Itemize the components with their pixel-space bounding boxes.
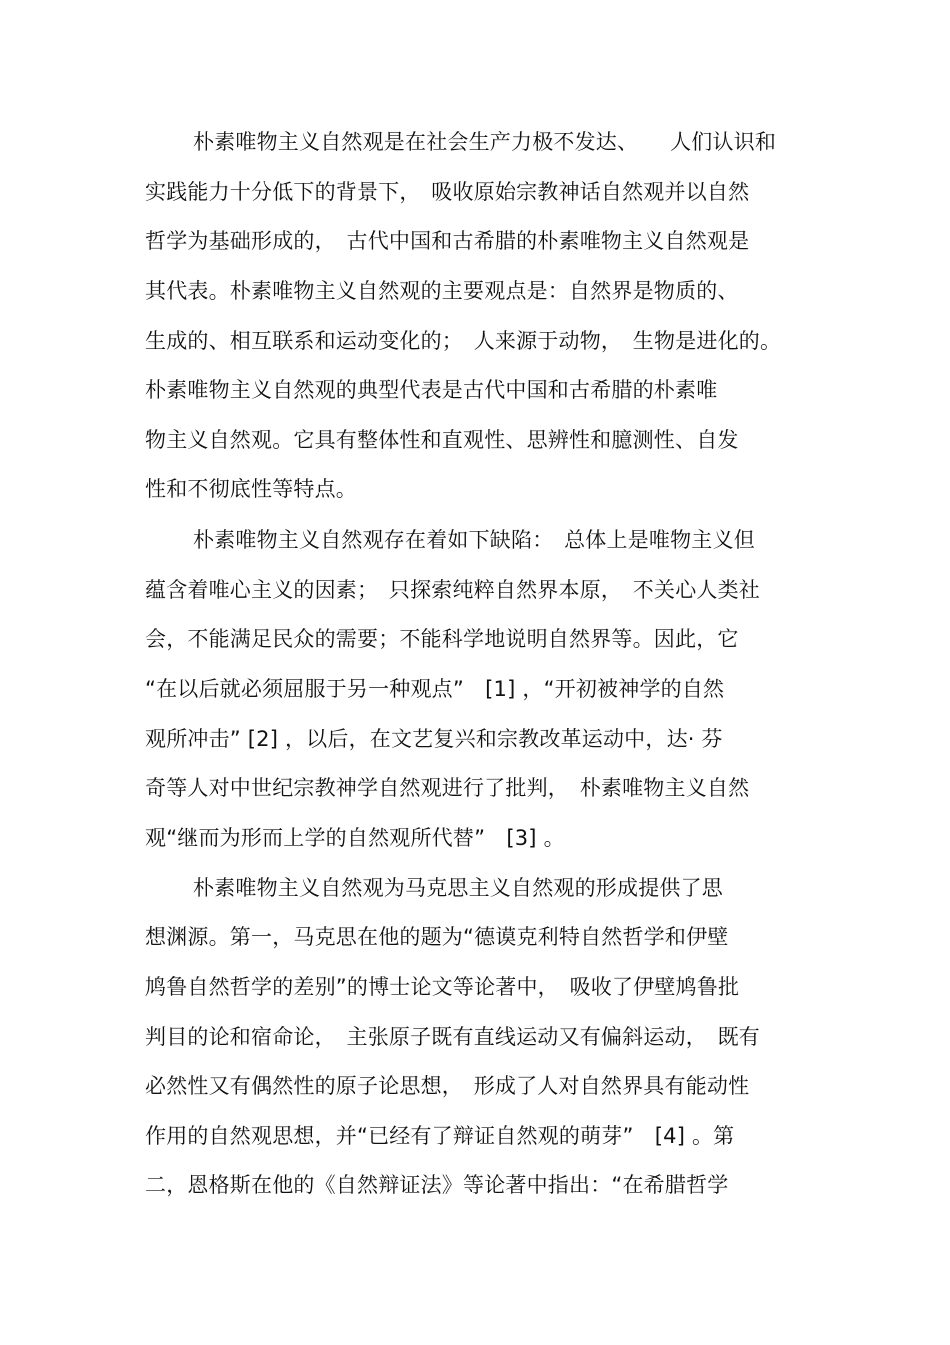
text-line: 其代表。朴素唯物主义自然观的主要观点是：自然界是物质的、 — [145, 279, 739, 303]
text-line: 作用的自然观思想，并“已经有了辩证自然观的萌芽” [4] 。第 — [145, 1124, 735, 1148]
text-line: 性和不彻底性等特点。 — [145, 477, 357, 501]
text-line: 奇等人对中世纪宗教神学自然观进行了批判， 朴素唯物主义自然 — [145, 776, 750, 800]
text-line: 朴素唯物主义自然观的典型代表是古代中国和古希腊的朴素唯 — [145, 378, 718, 402]
text-line: 哲学为基础形成的， 古代中国和古希腊的朴素唯物主义自然观是 — [145, 229, 750, 253]
text-line: 必然性又有偶然性的原子论思想， 形成了人对自然界具有能动性 — [145, 1074, 750, 1098]
text-line: 判目的论和宿命论， 主张原子既有直线运动又有偏斜运动， 既有 — [145, 1025, 760, 1049]
text-line: 蕴含着唯心主义的因素； 只探索纯粹自然界本原， 不关心人类社 — [145, 578, 760, 602]
text-line: “在以后就必须屈服于另一种观点” [1] ，“开初被神学的自然 — [145, 677, 725, 701]
text-line: 实践能力十分低下的背景下， 吸收原始宗教神话自然观并以自然 — [145, 180, 750, 204]
text-line: 朴素唯物主义自然观是在社会生产力极不发达、 人们认识和 — [193, 130, 777, 154]
text-line: 二，恩格斯在他的《自然辩证法》等论著中指出：“在希腊哲学 — [145, 1173, 729, 1197]
text-line: 想渊源。第一，马克思在他的题为“德谟克利特自然哲学和伊壁 — [145, 925, 729, 949]
text-line: 朴素唯物主义自然观存在着如下缺陷： 总体上是唯物主义但 — [193, 528, 755, 552]
text-line: 观所冲击” [2] ，以后，在文艺复兴和宗教改革运动中，达· 芬 — [145, 727, 723, 751]
text-line: 生成的、相互联系和运动变化的； 人来源于动物， 生物是进化的。 — [145, 329, 782, 353]
text-line: 鸠鲁自然哲学的差别”的博士论文等论著中， 吸收了伊壁鸠鲁批 — [145, 975, 740, 999]
text-line: 朴素唯物主义自然观为马克思主义自然观的形成提供了思 — [193, 876, 723, 900]
text-line: 观“继而为形而上学的自然观所代替” [3] 。 — [145, 826, 565, 850]
text-line: 物主义自然观。它具有整体性和直观性、思辨性和臆测性、自发 — [145, 428, 739, 452]
text-line: 会，不能满足民众的需要；不能科学地说明自然界等。因此，它 — [145, 627, 739, 651]
